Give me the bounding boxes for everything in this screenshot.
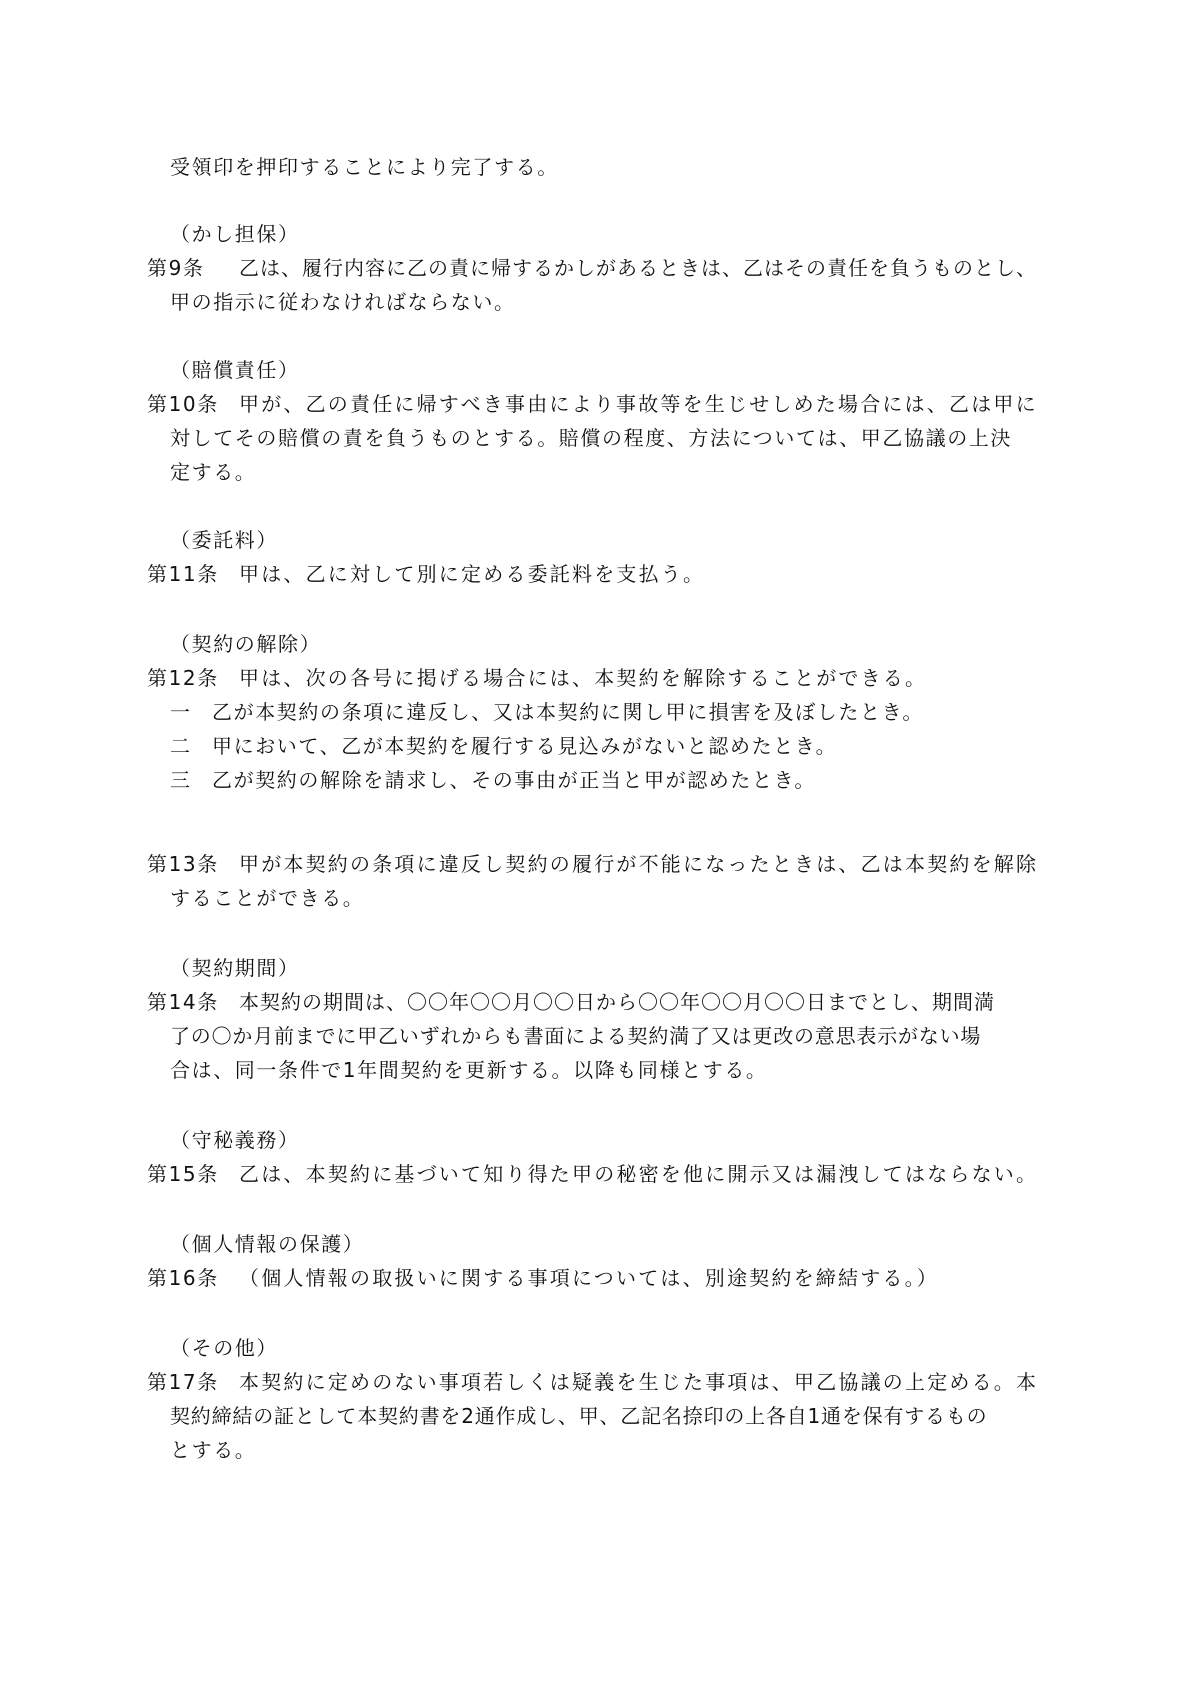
- continuation-line: 契約締結の証として本契約書を2通作成し、甲、乙記名捺印の上各自1通を保有するもの: [170, 1404, 988, 1428]
- article-number: 第12条: [147, 666, 219, 690]
- item-text: 甲において、乙が本契約を履行する見込みがないと認めたとき。: [212, 734, 838, 758]
- article-heading: （委託料）: [170, 528, 278, 552]
- article-heading: （賠償責任）: [170, 358, 300, 382]
- article-number: 第10条: [147, 392, 219, 416]
- article-text: 甲は、乙に対して別に定める委託料を支払う。: [239, 562, 706, 586]
- article-text: 甲が本契約の条項に違反し契約の履行が不能になったときは、乙は本契約を解除: [239, 852, 1039, 876]
- item-text: 乙が契約の解除を請求し、その事由が正当と甲が認めたとき。: [212, 768, 816, 792]
- article-heading: （契約の解除）: [170, 632, 322, 656]
- article-text: （個人情報の取扱いに関する事項については、別途契約を締結する。）: [239, 1266, 939, 1290]
- article-text: 乙は、本契約に基づいて知り得た甲の秘密を他に開示又は漏洩してはならない。: [239, 1162, 1039, 1186]
- article-number: 第9条: [147, 256, 205, 280]
- article-number: 第11条: [147, 562, 219, 586]
- article-text: 甲が、乙の責任に帰すべき事由により事故等を生じせしめた場合には、乙は甲に: [239, 392, 1038, 416]
- article-heading: （個人情報の保護）: [170, 1232, 365, 1256]
- continuation-line: 合は、同一条件で1年間契約を更新する。以降も同様とする。: [170, 1058, 768, 1082]
- article-heading: （守秘義務）: [170, 1128, 300, 1152]
- article-heading: （かし担保）: [170, 222, 300, 246]
- article-text: 本契約の期間は、〇〇年〇〇月〇〇日から〇〇年〇〇月〇〇日までとし、期間満: [239, 990, 995, 1014]
- continuation-line: することができる。: [170, 886, 365, 910]
- continuation-line: 甲の指示に従わなければならない。: [170, 290, 516, 314]
- continuation-line: 受領印を押印することにより完了する。: [170, 155, 559, 179]
- article-heading: （その他）: [170, 1336, 278, 1360]
- item-number: 一: [170, 700, 192, 724]
- continuation-line: 了の〇か月前までに甲乙いずれからも書面による契約満了又は更改の意思表示がない場: [170, 1024, 982, 1048]
- article-text: 本契約に定めのない事項若しくは疑義を生じた事項は、甲乙協議の上定める。本: [239, 1370, 1039, 1394]
- item-number: 三: [170, 768, 192, 792]
- article-number: 第16条: [147, 1266, 219, 1290]
- continuation-line: 定する。: [170, 460, 257, 484]
- item-number: 二: [170, 734, 192, 758]
- continuation-line: とする。: [170, 1438, 257, 1462]
- article-heading: （契約期間）: [170, 956, 300, 980]
- continuation-line: 対してその賠償の責を負うものとする。賠償の程度、方法については、甲乙協議の上決: [170, 426, 1012, 450]
- article-text: 乙は、履行内容に乙の責に帰するかしがあるときは、乙はその責任を負うものとし、: [239, 256, 1037, 280]
- article-number: 第13条: [147, 852, 219, 876]
- article-number: 第15条: [147, 1162, 219, 1186]
- article-number: 第17条: [147, 1370, 219, 1394]
- article-text: 甲は、次の各号に掲げる場合には、本契約を解除することができる。: [239, 666, 928, 690]
- item-text: 乙が本契約の条項に違反し、又は本契約に関し甲に損害を及ぼしたとき。: [212, 700, 924, 724]
- article-number: 第14条: [147, 990, 219, 1014]
